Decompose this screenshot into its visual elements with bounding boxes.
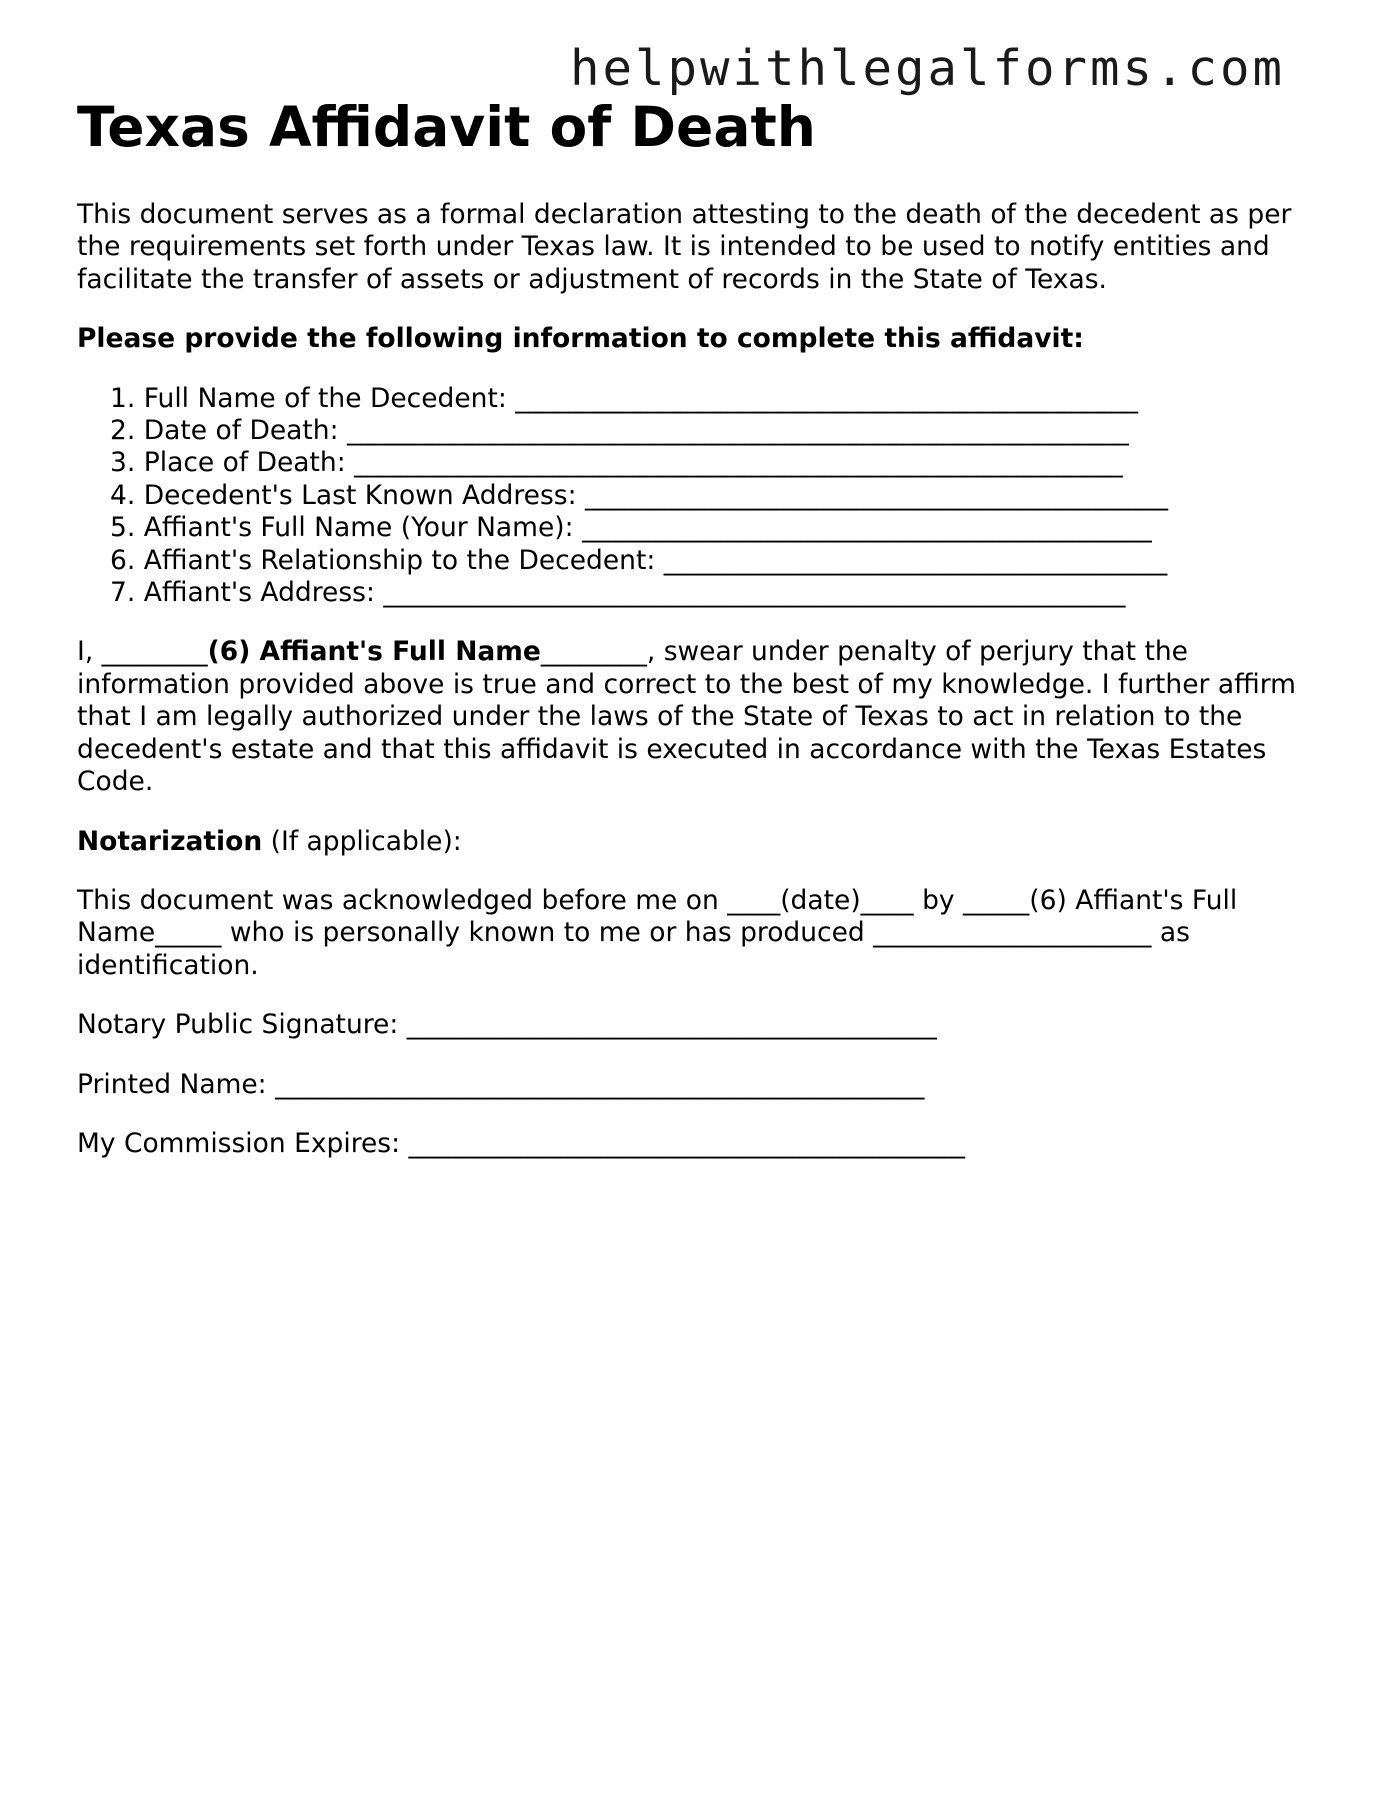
field-number: 1. <box>110 382 136 414</box>
printed-name-label: Printed Name: <box>77 1068 267 1100</box>
oath-paragraph <box>77 636 1327 798</box>
field-affiant-relationship <box>110 545 1327 577</box>
field-decedent-name <box>110 383 1327 415</box>
notary-signature-line <box>77 1009 1327 1041</box>
commission-expires-label: My Commission Expires: <box>77 1127 401 1159</box>
document-title: Texas Affidavit of Death <box>77 95 816 159</box>
commission-expires-line <box>77 1128 1327 1160</box>
field-label: Date of Death: <box>143 415 339 447</box>
field-label: Decedent's Last Known Address: <box>143 479 577 511</box>
field-label: Affiant's Address: <box>143 577 375 609</box>
field-blank-line[interactable]: ______________________________________ <box>663 544 1168 576</box>
field-place-of-death <box>110 447 1327 479</box>
information-fields-list <box>77 383 1327 610</box>
notarization-title: Notarization <box>77 825 263 857</box>
field-label: Place of Death: <box>143 447 346 479</box>
field-label: Affiant's Full Name (Your Name): <box>143 512 574 544</box>
field-affiant-name <box>110 512 1327 544</box>
printed-name-line <box>77 1069 1327 1101</box>
field-number: 4. <box>110 479 136 511</box>
field-blank-line[interactable]: ___________________________________________ <box>581 512 1152 544</box>
field-blank-line[interactable]: _______________________________________________ <box>515 382 1138 414</box>
printed-name-blank-line[interactable]: _________________________________________________ <box>275 1068 925 1100</box>
field-blank-line[interactable]: ___________________________________________________________ <box>346 415 1129 447</box>
field-blank-line[interactable]: __________________________________________________________ <box>354 447 1123 479</box>
field-number: 3. <box>110 447 136 479</box>
field-number: 2. <box>110 415 136 447</box>
field-blank-line[interactable]: ________________________________________________________ <box>383 577 1126 609</box>
intro-paragraph: This document serves as a formal declaration attesting to the death of the decedent as per the requirements set forth under Texas law. It is intended to be used to notify entities and facilitate the transfer of assets or adjustment of records in the State of Texas. <box>77 199 1292 295</box>
field-number: 7. <box>110 577 136 609</box>
notarization-heading <box>77 826 1327 858</box>
field-number: 5. <box>110 512 136 544</box>
site-watermark: helpwithlegalforms.com <box>570 40 1286 97</box>
field-affiant-address <box>110 577 1327 609</box>
signature-label: Notary Public Signature: <box>77 1009 399 1041</box>
oath-text: ________, swear under penalty of perjury that the information provided above is true and correct to the best of my knowledge. I further affirm that I am legally authorized under the laws of the State of Texas to act in relation to the decedent's estate and that this affidavit is executed in accordance with the Texas Estates Code. <box>77 636 1296 798</box>
signature-blank-line[interactable]: ________________________________________ <box>406 1009 937 1041</box>
field-decedent-address <box>110 480 1327 512</box>
instructions-heading: Please provide the following information to complete this affidavit: <box>77 323 1084 355</box>
notarization-statement: This document was acknowledged before me on ____(date)____ by _____(6) Affiant's Full Name_____ who is personally known to me or has produced _____________________ as identification. <box>77 884 1238 981</box>
document-body <box>77 199 1327 1187</box>
field-label: Affiant's Relationship to the Decedent: <box>143 544 656 576</box>
field-blank-line[interactable]: ____________________________________________ <box>584 479 1168 511</box>
notarization-note: (If applicable): <box>262 825 462 857</box>
oath-prefix: I, ________ <box>77 636 208 668</box>
field-label: Full Name of the Decedent: <box>143 382 507 414</box>
field-date-of-death <box>110 415 1327 447</box>
field-number: 6. <box>110 544 136 576</box>
commission-expires-blank-line[interactable]: __________________________________________ <box>408 1127 965 1159</box>
oath-affiant-name-placeholder: (6) Affiant's Full Name <box>207 636 541 668</box>
